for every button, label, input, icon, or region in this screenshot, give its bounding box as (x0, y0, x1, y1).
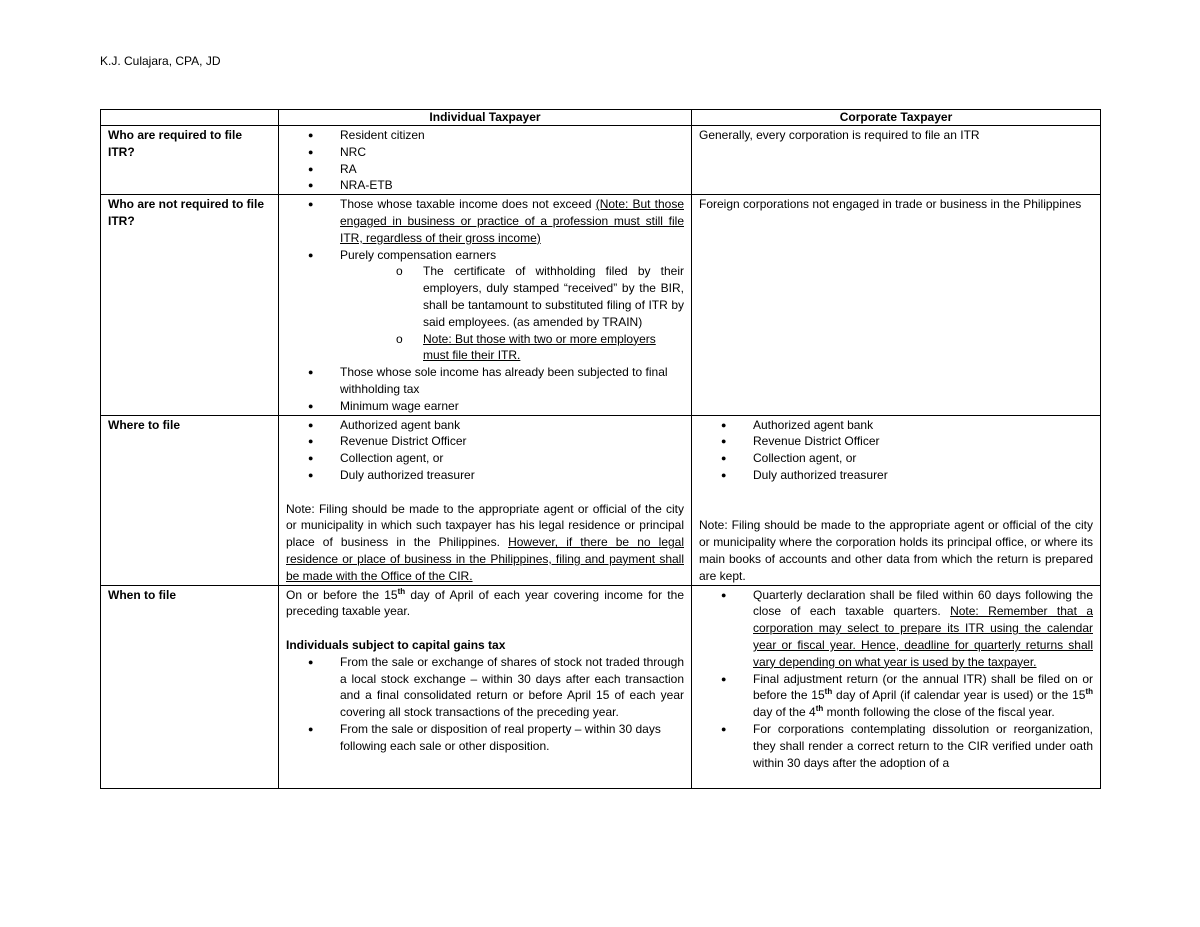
list-item: ● Those whose sole income has already been subjected to final withholding tax (286, 364, 684, 398)
list-item (286, 196, 684, 246)
list-item: ● Minimum wage earner (286, 398, 684, 415)
list-item: ● From the sale or disposition of real property – within 30 days following each sale or other disposition. (286, 721, 684, 755)
column-header-corporate: Corporate Taxpayer (692, 110, 1101, 126)
item-text: Purely compensation earners (340, 247, 497, 262)
list-item: ● Resident citizen (286, 127, 684, 144)
text: Quarterly declaration shall be filed within 60 days following the close of each taxable quarters. (753, 587, 1093, 619)
table-row-who-not-required (101, 195, 1101, 415)
deadline-text (286, 587, 684, 621)
text: day of April of each year covering income for the preceding taxable year. (286, 587, 684, 619)
list-item: ● Authorized agent bank (699, 417, 1093, 434)
cgt-heading: Individuals subject to capital gains tax (286, 637, 506, 652)
column-header-individual: Individual Taxpayer (279, 110, 692, 126)
individual-cell (279, 585, 692, 788)
text: day of the 4 (753, 705, 816, 720)
note-underlined: However, if there be no legal residence or place of business in the Philippines, filing and payment shall be made with the Office of the CIR. (286, 535, 684, 583)
list-item: ● Duly authorized treasurer (699, 467, 1093, 484)
row-label: Who are not required to file ITR? (101, 195, 279, 415)
list-item: ● For corporations contemplating dissolution or reorganization, they shall render a correct return to the CIR verified under oath within 30 days after the adoption of a (699, 721, 1093, 771)
row-label: Where to file (101, 415, 279, 585)
individual-cell (279, 415, 692, 585)
list-item: ● Revenue District Officer (699, 433, 1093, 450)
note-underlined: (Note: But those engaged in business or practice of a profession must still file ITR, regardless of their gross income) (340, 197, 684, 245)
note-underlined: Note: Remember that a corporation may select to prepare its ITR using the calendar year or fiscal year. Hence, deadline for quarterly returns shall vary depending on what year is used by the taxpayer. (753, 604, 1093, 669)
table-row-where-to-file (101, 415, 1101, 585)
sub-list-item: o Note: But those with two or more employers must file their ITR. (286, 331, 684, 365)
superscript: th (397, 586, 406, 596)
list-item: ● Duly authorized treasurer (286, 467, 684, 484)
list-item: ● Collection agent, or (699, 450, 1093, 467)
text: day of April (if calendar year is used) or the 15 (832, 688, 1086, 703)
filing-note: Note: Filing should be made to the appropriate agent or official of the city or municipality where the corporation holds its principal office, or where its main books of accounts and other data from which the return is prepared are kept. (699, 518, 1093, 583)
column-header-blank (101, 110, 279, 126)
list-item: ● NRA-ETB (286, 177, 684, 194)
list-item (699, 587, 1093, 671)
table-header-row (101, 110, 1101, 126)
text: On or before the 15 (286, 587, 398, 602)
corporate-cell (692, 415, 1101, 585)
individual-cell (279, 195, 692, 415)
item-text: Those whose taxable income does not exceed (340, 197, 596, 212)
table-row-when-to-file (101, 585, 1101, 788)
list-item (286, 247, 684, 365)
superscript: th (824, 687, 833, 697)
list-item: ● Revenue District Officer (286, 433, 684, 450)
note-text: Note: Filing should be made to the appropriate agent or official of the city or municipality in which such taxpayer has his legal residence or principal place of business in the Philippines. (286, 501, 684, 550)
sub-list-item: o The certificate of withholding filed by their employers, duly stamped “received” by the BIR, shall be tantamount to substituted filing of ITR by said employees. (as amended by TRAIN) (286, 263, 684, 330)
corporate-cell (692, 585, 1101, 788)
page-header-author: K.J. Culajara, CPA, JD (100, 54, 221, 68)
text: Final adjustment return (or the annual ITR) shall be filed on or before the 15 (753, 671, 1093, 703)
corporate-cell: Foreign corporations not engaged in trade or business in the Philippines (692, 195, 1101, 415)
list-item: ● Authorized agent bank (286, 417, 684, 434)
row-label: Who are required to file ITR? (101, 126, 279, 195)
table-row-who-required (101, 126, 1101, 195)
filing-note (286, 501, 684, 585)
individual-cell (279, 126, 692, 195)
list-item: ● NRC (286, 144, 684, 161)
superscript: th (1085, 687, 1093, 697)
list-item: ● From the sale or exchange of shares of stock not traded through a local stock exchange – within 30 days after each transaction and a final consolidated return or before April 15 of each year covering all stock transactions of the preceding year. (286, 654, 684, 721)
comparison-table (100, 109, 1101, 789)
row-label: When to file (101, 585, 279, 788)
superscript: th (815, 704, 824, 714)
list-item (699, 671, 1093, 721)
corporate-cell: Generally, every corporation is required to file an ITR (692, 126, 1101, 195)
text: month following the close of the fiscal year. (823, 705, 1055, 720)
list-item: ● Collection agent, or (286, 450, 684, 467)
list-item: ● RA (286, 161, 684, 178)
